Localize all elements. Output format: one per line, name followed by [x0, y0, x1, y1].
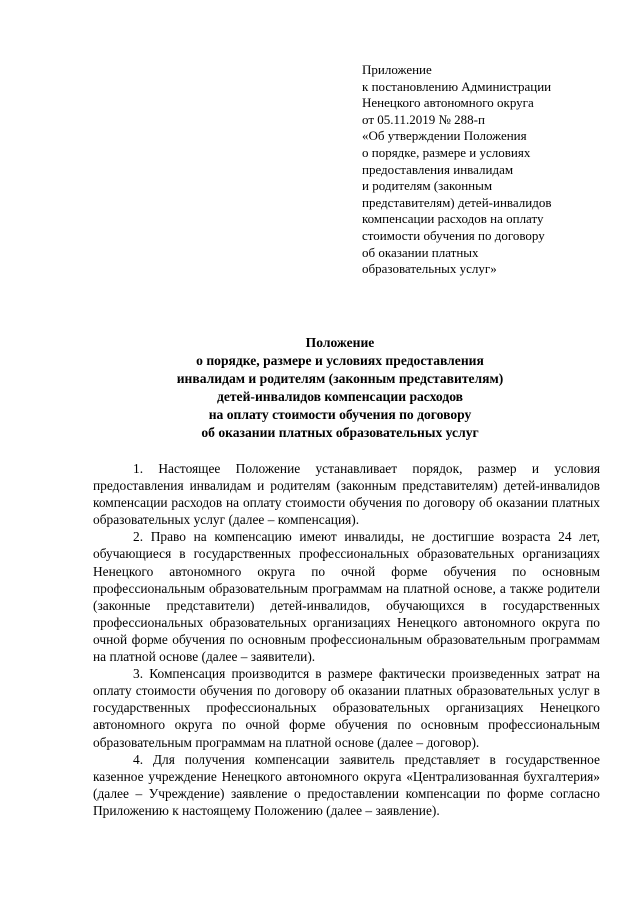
paragraph-1: 1. Настоящее Положение устанавливает порядок, размер и условия предоставления инвалидам и родителям (законным представителям) детей-инвалидов компенсации расходов на оплату стоимости обучения по договору об оказании платных образовательных услуг (далее – компенсация).: [93, 461, 600, 528]
annex-line: о порядке, размере и условиях: [362, 144, 531, 160]
annex-line: образовательных услуг»: [362, 261, 497, 277]
title-line: на оплату стоимости обучения по договору: [208, 407, 472, 422]
document-body: [93, 460, 600, 819]
annex-line: и родителям (законным: [362, 178, 493, 194]
paragraph-2: 2. Право на компенсацию имеют инвалиды, не достигшие возраста 24 лет, обучающиеся в государственных профессиональных образовательных организациях Ненецкого автономного округа по очной форме обучения по основным профессиональным образовательным программам на платной основе, а также родители (законные представители) детей-инвалидов, обучающихся в государственных профессиональных образовательных организациях Ненецкого автономного округа по очной форме обучения по основным профессиональным образовательным программам на платной основе (далее – заявители).: [93, 529, 600, 665]
annex-line: стоимости обучения по договору: [362, 227, 545, 243]
annex-line: представителям) детей-инвалидов: [362, 194, 552, 210]
title-line: Положение: [305, 335, 375, 350]
title-line: о порядке, размере и условиях предоставления: [196, 353, 484, 368]
title-line: инвалидам и родителям (законным представителям): [176, 371, 504, 386]
paragraph-4: 4. Для получения компенсации заявитель представляет в государственное казенное учреждение Ненецкого автономного округа «Централизованная бухгалтерия» (далее – Учреждение) заявление о предоставлении компенсации по форме согласно Приложению к настоящему Положению (далее – заявление).: [93, 751, 600, 818]
annex-line: Ненецкого автономного округа: [362, 95, 534, 111]
annex-line: к постановлению Администрации: [362, 78, 552, 94]
title-line: об оказании платных образовательных услуг: [201, 425, 479, 440]
paragraph-3: 3. Компенсация производится в размере фактически произведенных затрат на оплату стоимости обучения по договору об оказании платных образовательных услуг в государственных профессиональных образовательных организациях Ненецкого автономного округа по очной форме обучения по основным профессиональным образовательным программам на платной основе (далее – договор).: [93, 666, 600, 750]
annex-line: Приложение: [362, 62, 432, 77]
annex-line: «Об утверждении Положения: [362, 128, 527, 144]
annex-line: от 05.11.2019 № 288-п: [362, 111, 485, 127]
annex-line: компенсации расходов на оплату: [362, 211, 544, 227]
title-line: детей-инвалидов компенсации расходов: [216, 389, 464, 404]
annex-line: предоставления инвалидам: [362, 161, 514, 177]
annex-header: [362, 62, 612, 278]
annex-line: об оказании платных: [362, 244, 479, 260]
document-title: [80, 334, 600, 442]
